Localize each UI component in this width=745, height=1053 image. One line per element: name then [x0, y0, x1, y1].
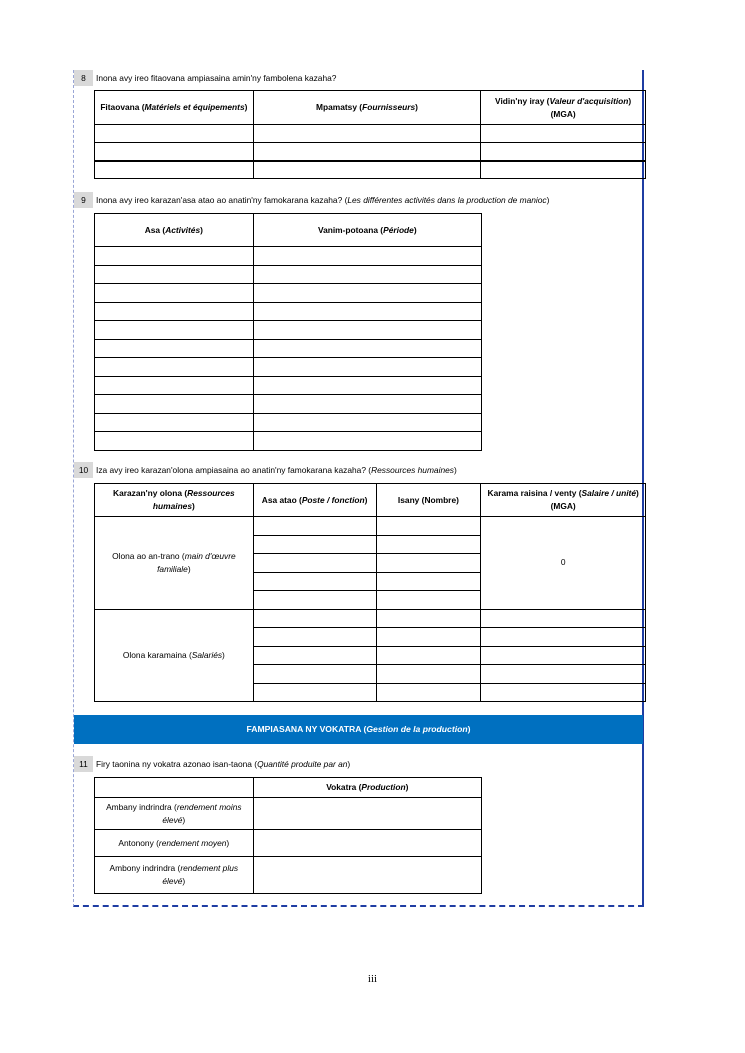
header-activities: Asa (Activités)	[95, 214, 254, 247]
table-row	[95, 321, 482, 340]
table-row	[95, 413, 482, 432]
table-row	[95, 302, 482, 321]
table-row	[95, 265, 482, 284]
header-position: Asa atao (Poste / fonction)	[253, 484, 376, 517]
table-row	[95, 798, 482, 830]
table-row	[95, 517, 646, 536]
table-row	[95, 143, 646, 161]
equipment-table	[94, 90, 646, 179]
row-label-high: Ambony indrindra (rendement plus élevé)	[95, 857, 254, 894]
table-row	[95, 284, 482, 303]
human-resources-table	[94, 483, 646, 702]
question-number: 8	[74, 70, 93, 86]
header-production: Vokatra (Production)	[253, 778, 481, 798]
question-text: Iza avy ireo karazan'olona ampiasaina ao anatin'ny famokarana kazaha? (Ressources humaines)	[96, 465, 457, 475]
group-salaried: Olona karamaina (Salariés)	[95, 609, 254, 702]
header-suppliers: Mpamatsy (Fournisseurs)	[253, 91, 481, 125]
activities-table	[94, 213, 482, 451]
header-period: Vanim-potoana (Période)	[253, 214, 481, 247]
table-row	[95, 609, 646, 628]
table-row	[95, 161, 646, 179]
table-row	[95, 376, 482, 395]
question-number: 9	[74, 192, 93, 208]
header-acquisition-value: Vidin'ny iray (Valeur d'acquisition) (MGA)	[481, 91, 646, 125]
family-salary-value[interactable]: 0	[481, 517, 646, 610]
header-count: Isany (Nombre)	[376, 484, 481, 517]
header-salary: Karama raisina / venty (Salaire / unité) (MGA)	[481, 484, 646, 517]
questionnaire-sheet	[73, 70, 644, 907]
table-row	[95, 247, 482, 266]
question-text: Inona avy ireo karazan'asa atao ao anatin'ny famokarana kazaha? (Les différentes activités dans la production de manioc)	[96, 195, 550, 205]
table-row	[95, 125, 646, 143]
table-row	[95, 339, 482, 358]
table-row	[95, 395, 482, 414]
question-text: Firy taonina ny vokatra azonao isan-taona (Quantité produite par an)	[96, 759, 351, 769]
question-text: Inona avy ireo fitaovana ampiasaina amin'ny fambolena kazaha?	[96, 73, 337, 83]
page-number: iii	[367, 973, 378, 985]
group-family-labour: Olona ao an-trano (main d'œuvre familiale)	[95, 517, 254, 610]
table-row	[95, 857, 482, 894]
section-banner: FAMPIASANA NY VOKATRA (Gestion de la production)	[74, 715, 643, 744]
table-row	[95, 432, 482, 451]
row-label-low: Ambany indrindra (rendement moins élevé)	[95, 798, 254, 830]
question-number: 11	[74, 756, 93, 772]
question-number: 10	[74, 462, 93, 478]
header-people-type: Karazan'ny olona (Ressources humaines)	[95, 484, 254, 517]
table-row	[95, 358, 482, 377]
production-table	[94, 777, 482, 894]
row-label-medium: Antonony (rendement moyen)	[95, 830, 254, 857]
header-equipment: Fitaovana (Matériels et équipements)	[95, 91, 254, 125]
table-row	[95, 830, 482, 857]
